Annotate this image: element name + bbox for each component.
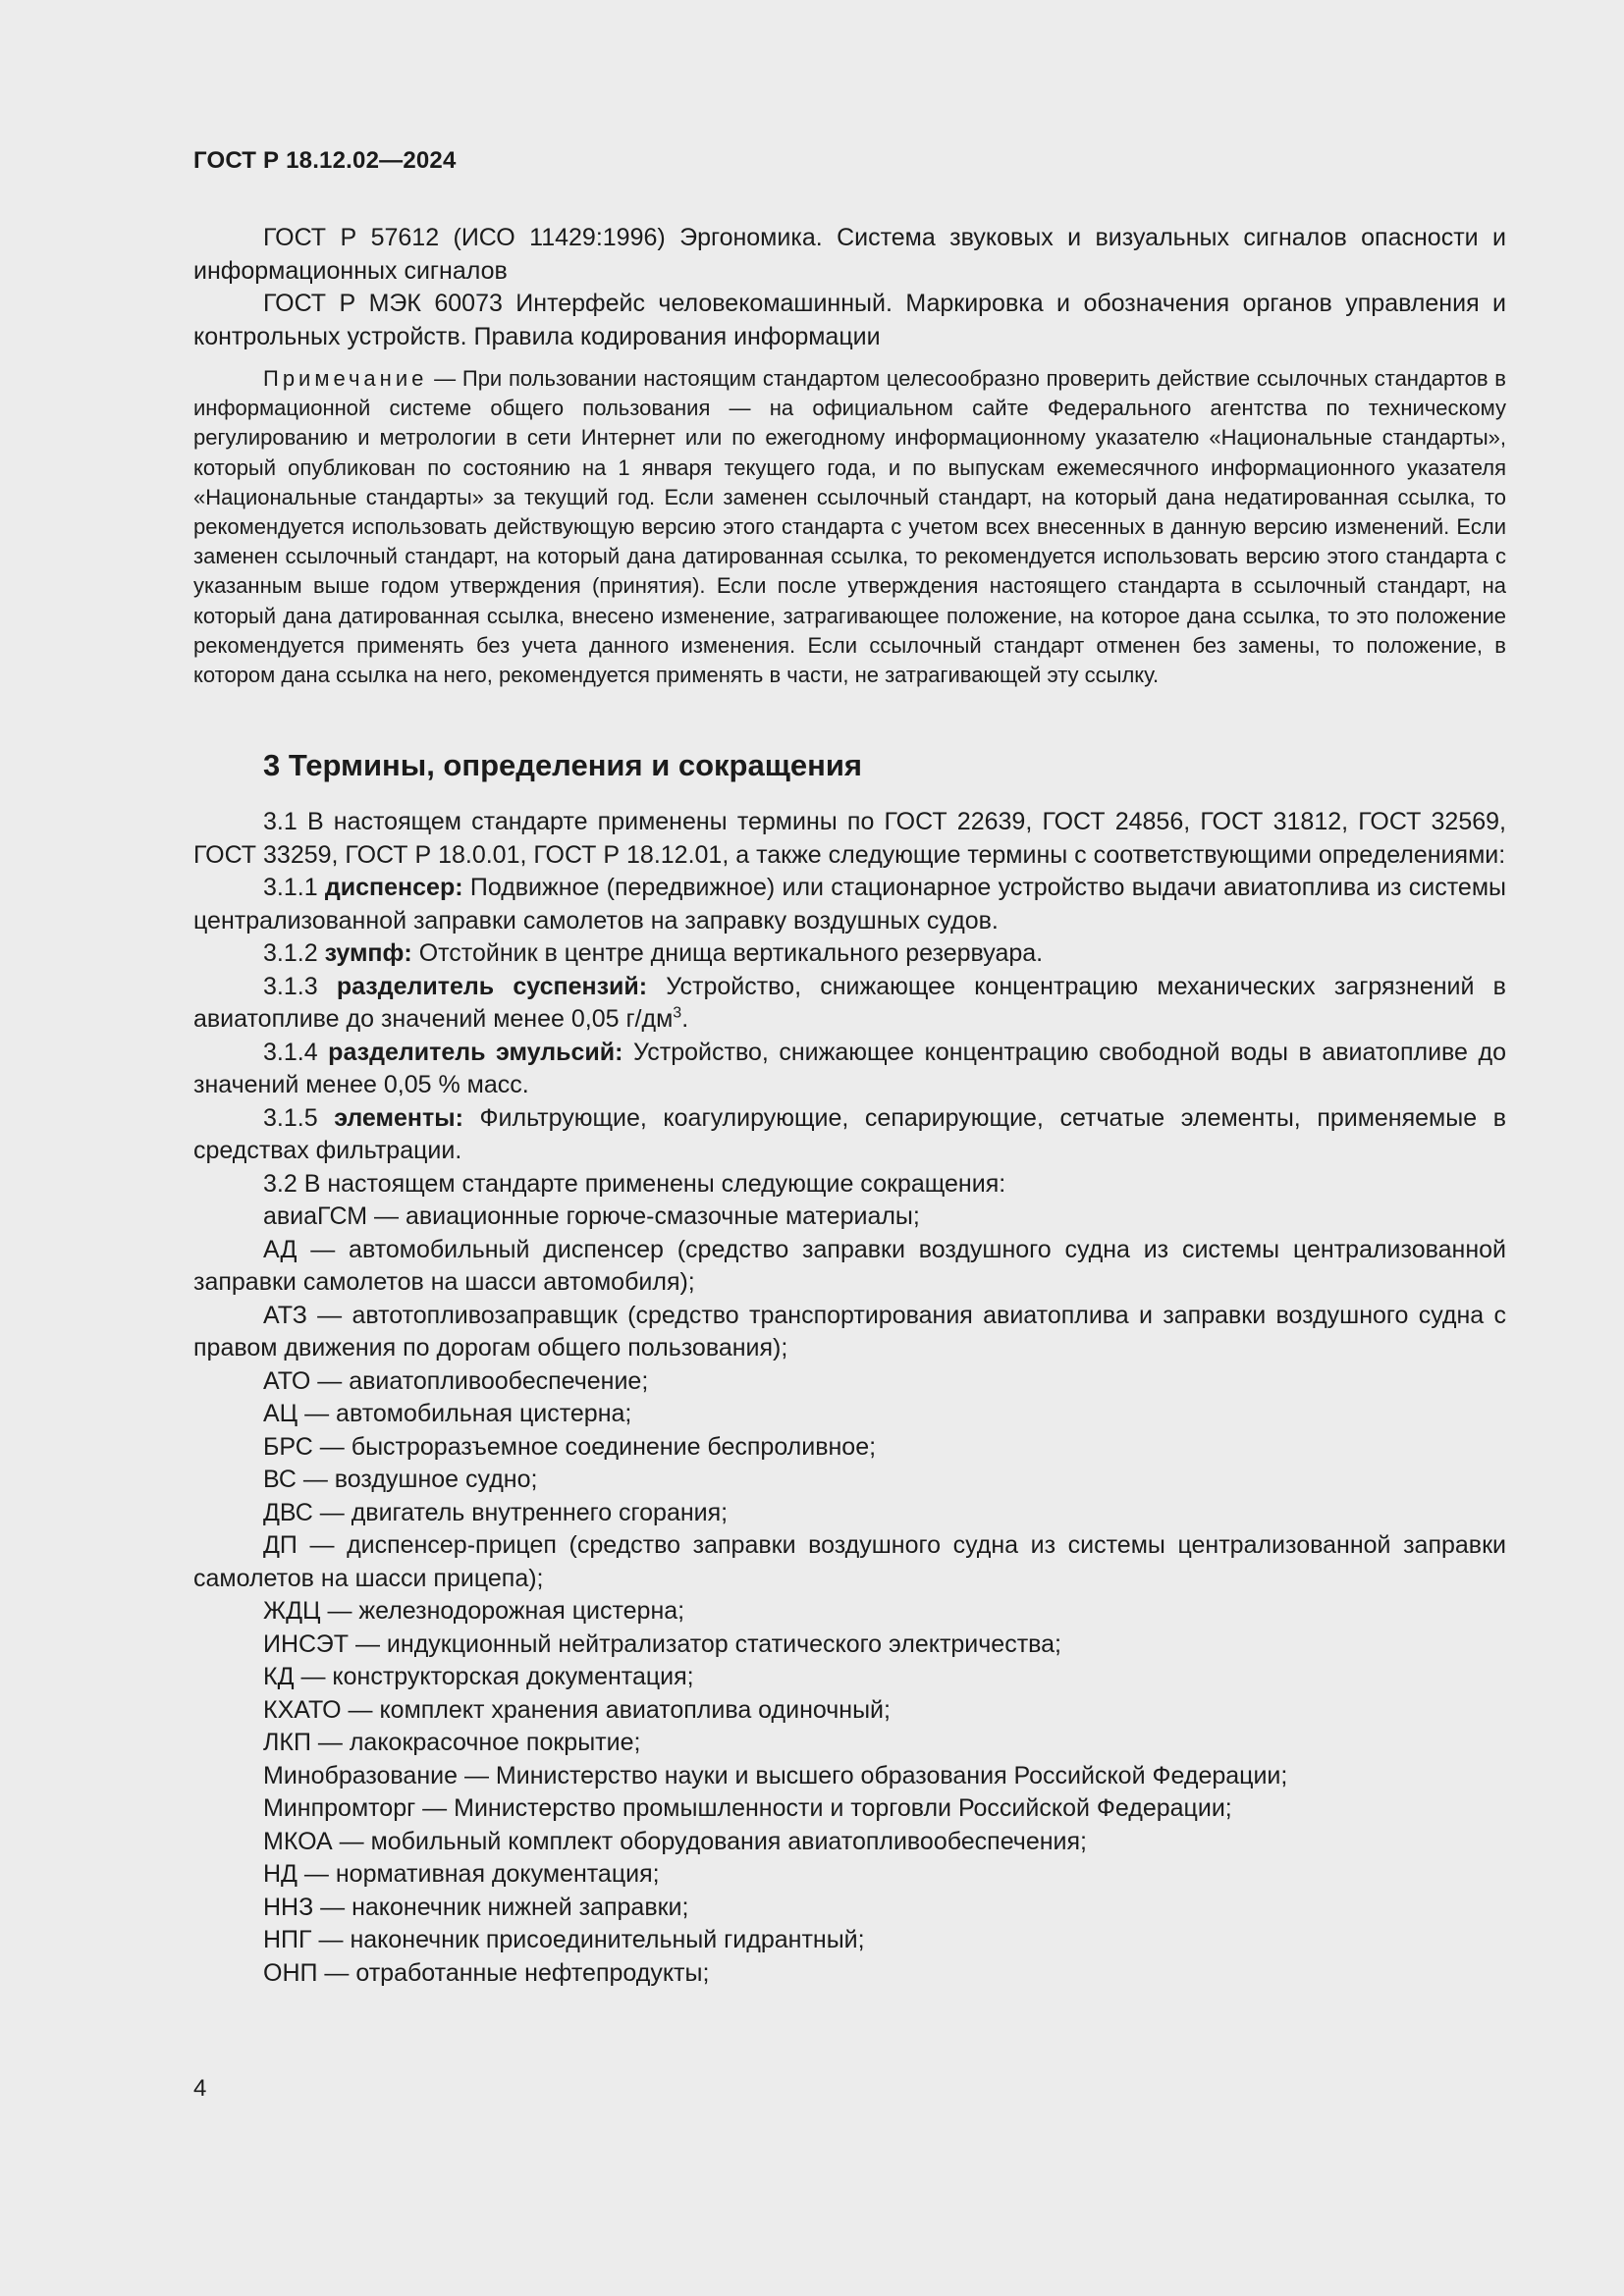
section-title: 3 Термины, определения и сокращения — [263, 748, 862, 783]
abbreviation-item: Минобразование — Министерство науки и высшего образования Российской Федерации; — [263, 1761, 1288, 1789]
abbreviation-item: АД — автомобильный диспенсер (средство заправки воздушного судна из системы централизованной заправки самолетов на шасси автомобиля); — [193, 1235, 1506, 1297]
abbreviation-item: Минпромторг — Министерство промышленности и торговли Российской Федерации; — [263, 1794, 1232, 1823]
term-number: 3.1.1 — [263, 874, 325, 902]
term-text: Устройство, снижающее концентрацию свободной воды в авиатопливе до значений менее 0,05 % масс. — [193, 1038, 1506, 1099]
abbreviation-item: ЛКП — лакокрасочное покрытие; — [263, 1729, 641, 1757]
abbreviation-item: КД — конструкторская документация; — [263, 1663, 694, 1691]
terms-intro: 3.1 В настоящем стандарте применены термины по ГОСТ 22639, ГОСТ 24856, ГОСТ 31812, ГОСТ 32569, ГОСТ 33259, ГОСТ Р 18.0.01, ГОСТ Р 18.12.01, а также следующие термины с соответствующими определениями: — [193, 808, 1506, 869]
term-name: зумпф: — [324, 939, 412, 968]
reference-item: ГОСТ Р 57612 (ИСО 11429:1996) Эргономика. Система звуковых и визуальных сигналов опасности и информационных сигналов — [193, 224, 1506, 285]
term-text: Устройство, снижающее концентрацию механических загрязнений в авиатопливе до значений менее 0,05 г/дм — [193, 972, 1506, 1034]
abbreviation-item: НД — нормативная документация; — [263, 1860, 660, 1889]
abbreviation-item: ДП — диспенсер-прицеп (средство заправки воздушного судна из системы централизованной заправки самолетов на шасси прицепа); — [193, 1531, 1506, 1592]
term-text: Подвижное (передвижное) или стационарное устройство выдачи авиатоплива из системы централизованной заправки самолетов на заправку воздушных судов. — [193, 874, 1506, 934]
term-name: разделитель эмульсий: — [328, 1038, 623, 1066]
term-number: 3.1.2 — [263, 939, 325, 968]
term-name: разделитель суспензий: — [336, 972, 648, 1000]
term-text: Отстойник в центре днища вертикального резервуара. — [411, 939, 1044, 968]
term-name: элементы: — [334, 1103, 463, 1132]
abbreviation-item: АТО — авиатопливообеспечение; — [263, 1366, 649, 1395]
abbreviation-item: ВС — воздушное судно; — [263, 1466, 538, 1494]
abbreviation-item: НПГ — наконечник присоединительный гидрантный; — [263, 1926, 865, 1954]
abbreviation-item: МКОА — мобильный комплект оборудования авиатопливообеспечения; — [263, 1827, 1087, 1855]
term-number: 3.1.5 — [263, 1103, 335, 1132]
doc-header: ГОСТ Р 18.12.02—2024 — [193, 147, 457, 174]
abbreviation-item: КХАТО — комплект хранения авиатоплива одиночный; — [263, 1695, 891, 1724]
abbreviation-item: авиаГСМ — авиационные горюче-смазочные материалы; — [263, 1202, 920, 1231]
abbreviation-item: АТЗ — автотопливозаправщик (средство транспортирования авиатоплива и заправки воздушного судна с правом движения по дорогам общего пользования); — [193, 1301, 1506, 1362]
abbreviation-item: ННЗ — наконечник нижней заправки; — [263, 1893, 689, 1921]
term-number: 3.1.3 — [263, 972, 337, 1000]
abbreviations-intro: 3.2 В настоящем стандарте применены следующие сокращения: — [263, 1169, 1006, 1198]
term-name: диспенсер: — [324, 874, 463, 902]
term-definition — [193, 1037, 1506, 1102]
term-number: 3.1.4 — [263, 1038, 329, 1066]
reference-item: ГОСТ Р МЭК 60073 Интерфейс человекомашинный. Маркировка и обозначения органов управления и контрольных устройств. Правила кодирования информации — [193, 290, 1506, 350]
abbreviation-item: АЦ — автомобильная цистерна; — [263, 1400, 632, 1428]
term-tail: . — [681, 1005, 689, 1034]
abbreviation-item: ИНСЭТ — индукционный нейтрализатор статического электричества; — [263, 1629, 1062, 1658]
abbreviation-item: ОНП — отработанные нефтепродукты; — [263, 1958, 710, 1987]
note-paragraph — [193, 364, 1506, 690]
term-definition — [193, 971, 1506, 1037]
term-definition — [193, 872, 1506, 937]
term-superscript: 3 — [673, 1004, 682, 1022]
abbreviation-item: ЖДЦ — железнодорожная цистерна; — [263, 1597, 685, 1626]
page-number: 4 — [193, 2075, 207, 2102]
note-text: — При пользовании настоящим стандартом целесообразно проверить действие ссылочных стандартов в информационной системе общего пользования — на официальном сайте Федерального агентства по техническому регулированию и метрологии в сети Интернет или по ежегодному информационному указателю «Национальные стандарты», который опубликован по состоянию на 1 января текущего года, и по выпускам ежемесячного информационного указателя «Национальные стандарты» за текущий год. Если заменен ссылочный стандарт, на который дана недатированная ссылка, то рекомендуется использовать действующую версию этого стандарта с учетом всех внесенных в данную версию изменений. Если заменен ссылочный стандарт, на который дана датированная ссылка, то рекомендуется использовать версию этого стандарта с указанным выше годом утверждения (принятия). Если после утверждения настоящего стандарта в ссылочный стандарт, на который дана датированная ссылка, внесено изменение, затрагивающее положение, на которое дана ссылка, то это положение рекомендуется применять без учета данного изменения. Если ссылочный стандарт отменен без замены, то положение, в котором дана ссылка на него, рекомендуется применять в части, не затрагивающей эту ссылку. — [193, 366, 1506, 688]
term-definition — [193, 1102, 1506, 1168]
note-label: Примечание — [263, 366, 428, 391]
abbreviation-item: ДВС — двигатель внутреннего сгорания; — [263, 1498, 729, 1526]
term-text: Фильтрующие, коагулирующие, сепарирующие, сетчатые элементы, применяемые в средствах фильтрации. — [193, 1103, 1506, 1165]
doc-body — [193, 222, 1506, 1990]
abbreviation-item: БРС — быстроразъемное соединение беспроливное; — [263, 1432, 877, 1461]
term-definition — [193, 937, 1506, 971]
